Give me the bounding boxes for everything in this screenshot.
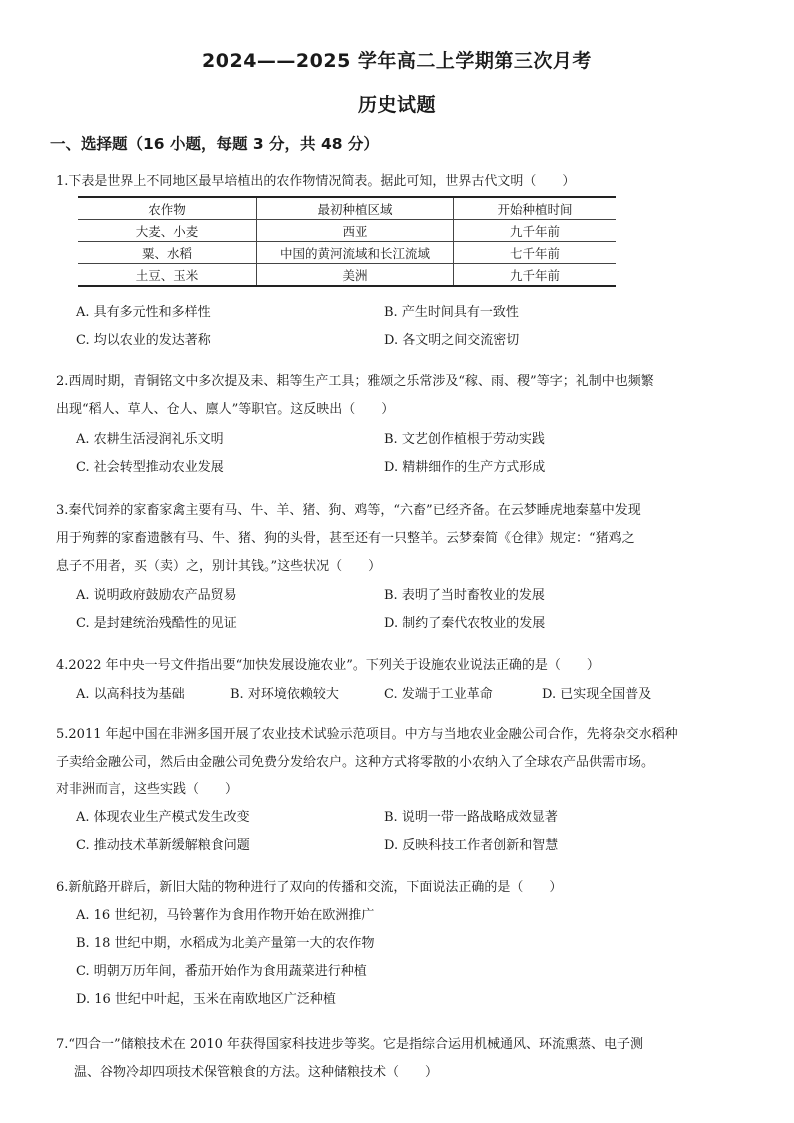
table-header-row [78, 197, 616, 220]
q5-option-c: C. 推动技术革新缓解粮食问题 [76, 838, 250, 853]
crop-table [78, 196, 616, 287]
q6-option-d: D. 16 世纪中叶起，玉米在南欧地区广泛种植 [76, 992, 336, 1007]
q5-stem-line: 子卖给金融公司，然后由金融公司免费分发给农户。这种方式将零散的小农纳入了全球农产品供需市场。 [56, 755, 655, 770]
table-cell: 九千年前 [454, 264, 617, 287]
q2-option-c: C. 社会转型推动农业发展 [76, 460, 224, 475]
q5-option-b: B. 说明一带一路战略成效显著 [384, 810, 558, 825]
q7-stem-line: 温、谷物冷却四项技术保管粮食的方法。这种储粮技术（ ） [74, 1065, 439, 1080]
q7-stem-line: 7.“四合一”储粮技术在 2010 年获得国家科技进步等奖。它是指综合运用机械通风、环流熏蒸、电子测 [56, 1037, 644, 1052]
q3-option-d: D. 制约了秦代农牧业的发展 [384, 616, 546, 631]
q2-option-a: A. 农耕生活浸润礼乐文明 [76, 432, 224, 447]
table-row [78, 242, 616, 264]
q2-option-d: D. 精耕细作的生产方式形成 [384, 460, 546, 475]
exam-subtitle: 历史试题 [357, 94, 436, 116]
table-cell: 土豆、玉米 [78, 264, 257, 287]
q4-option-d: D. 已实现全国普及 [542, 687, 652, 702]
q3-option-b: B. 表明了当时畜牧业的发展 [384, 588, 545, 603]
table-cell: 中国的黄河流域和长江流域 [257, 242, 454, 264]
q5-stem-line: 5.2011 年起中国在非洲多国开展了农业技术试验示范项目。中方与当地农业金融公司合作，先将杂交水稻种 [56, 727, 678, 742]
q3-option-c: C. 是封建统治残酷性的见证 [76, 616, 237, 631]
q2-option-b: B. 文艺创作植根于劳动实践 [384, 432, 545, 447]
q5-option-d: D. 反映科技工作者创新和智慧 [384, 838, 559, 853]
q2-stem-line: 出现“稻人、草人、仓人、廪人”等职官。这反映出（ ） [56, 402, 395, 417]
q3-option-a: A. 说明政府鼓励农产品贸易 [76, 588, 237, 603]
q1-stem: 1.下表是世界上不同地区最早培植出的农作物情况简表。据此可知，世界古代文明（ ） [56, 174, 576, 189]
q5-option-a: A. 体现农业生产模式发生改变 [76, 810, 250, 825]
q4-option-a: A. 以高科技为基础 [76, 687, 185, 702]
q3-stem-line: 息子不用者，买（卖）之，别计其钱。”这些状况（ ） [56, 559, 382, 574]
q6-option-b: B. 18 世纪中期，水稻成为北美产量第一大的农作物 [76, 936, 375, 951]
q5-stem-line: 对非洲而言，这些实践（ ） [56, 782, 239, 797]
q1-option-b: B. 产生时间具有一致性 [384, 305, 519, 320]
table-header-cell: 开始种植时间 [454, 197, 617, 220]
q2-stem-line: 2.西周时期，青铜铭文中多次提及耒、耜等生产工具；雅颂之乐常涉及“稼、雨、稷”等字；礼制中也频繁 [56, 374, 654, 389]
q6-option-c: C. 明朝万历年间，番茄开始作为食用蔬菜进行种植 [76, 964, 367, 979]
table-row [78, 264, 616, 287]
q3-stem-line: 用于殉葬的家畜遗骸有马、牛、猪、狗的头骨，甚至还有一只整羊。云梦秦简《仓律》规定：“猪鸡之 [56, 531, 635, 546]
q4-stem: 4.2022 年中央一号文件指出要“加快发展设施农业”。下列关于设施农业说法正确的是（ ） [56, 658, 600, 673]
table-cell: 西亚 [257, 220, 454, 242]
table-cell: 九千年前 [454, 220, 617, 242]
table-cell: 大麦、小麦 [78, 220, 257, 242]
q1-option-d: D. 各文明之间交流密切 [384, 333, 520, 348]
table-cell: 七千年前 [454, 242, 617, 264]
q1-option-c: C. 均以农业的发达著称 [76, 333, 211, 348]
table-header-cell: 农作物 [78, 197, 257, 220]
table-cell: 粟、水稻 [78, 242, 257, 264]
q4-option-b: B. 对环境依赖较大 [230, 687, 339, 702]
table-header-cell: 最初种植区域 [257, 197, 454, 220]
exam-title: 2024——2025 学年高二上学期第三次月考 [202, 50, 592, 72]
q6-stem: 6.新航路开辟后，新旧大陆的物种进行了双向的传播和交流，下面说法正确的是（ ） [56, 880, 563, 895]
table-cell: 美洲 [257, 264, 454, 287]
q3-stem-line: 3.秦代饲养的家畜家禽主要有马、牛、羊、猪、狗、鸡等，“六畜”已经齐备。在云梦睡虎地秦墓中发现 [56, 503, 641, 518]
q4-option-c: C. 发端于工业革命 [384, 687, 493, 702]
q1-option-a: A. 具有多元性和多样性 [76, 305, 211, 320]
section-heading: 一、选择题（16 小题，每题 3 分，共 48 分） [50, 135, 379, 153]
q6-option-a: A. 16 世纪初，马铃薯作为食用作物开始在欧洲推广 [76, 908, 375, 923]
table-row [78, 220, 616, 242]
